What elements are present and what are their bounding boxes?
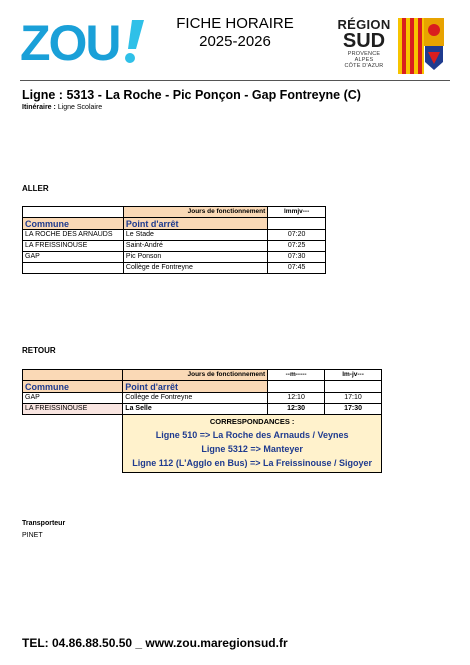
retour-days-header-2: lm-jv--- — [325, 370, 382, 381]
commune-cell: LA FREISSINOUSE — [23, 241, 124, 252]
itinerary — [22, 104, 102, 111]
aller-point-header: Point d'arrêt — [123, 218, 267, 230]
aller-days-header: lmmjv--- — [268, 207, 326, 218]
footer-contact: TEL: 04.86.88.50.50 _ www.zou.maregionsud.fr — [22, 636, 288, 650]
correspondances-box — [123, 415, 382, 473]
correspondance-line-3: Ligne 112 (L'Agglo en Bus) => La Freissinouse / Sigoyer — [132, 458, 372, 468]
time-cell: 07:45 — [268, 263, 326, 274]
table-row — [23, 252, 326, 263]
commune-cell: GAP — [23, 393, 123, 404]
point-cell: Pic Ponson — [123, 252, 267, 263]
aller-label: ALLER — [22, 184, 49, 193]
fiche-title-line1: FICHE HORAIRE — [176, 15, 294, 32]
retour-days-header-1: --m----- — [268, 370, 325, 381]
point-cell: Collège de Fontreyne — [123, 393, 268, 404]
retour-empty-cell-2 — [325, 381, 382, 393]
table-row — [23, 230, 326, 241]
retour-jours-header: Jours de fonctionnement — [123, 370, 268, 381]
table-row — [23, 263, 326, 274]
time-cell: 17:10 — [325, 393, 382, 404]
retour-empty-cell-1 — [268, 381, 325, 393]
region-sud-logo — [332, 18, 444, 76]
svg-text:ZOU: ZOU — [20, 16, 120, 66]
line-title: Ligne : 5313 - La Roche - Pic Ponçon - Gap Fontreyne (C) — [22, 88, 361, 102]
time-cell: 07:20 — [268, 230, 326, 241]
commune-cell — [23, 263, 124, 274]
region-small-1: PROVENCE — [347, 51, 381, 57]
aller-empty-cell — [268, 218, 326, 230]
retour-table — [22, 369, 382, 473]
table-row — [23, 241, 326, 252]
aller-commune-header: Commune — [23, 218, 124, 230]
corr-spacer — [23, 415, 123, 473]
itinerary-label: Itinéraire : — [22, 104, 56, 111]
time-cell: 12:30 — [268, 404, 325, 415]
region-small-2: ALPES — [354, 57, 374, 63]
retour-empty-header — [23, 370, 123, 381]
point-cell: Saint-André — [123, 241, 267, 252]
correspondance-line-1: Ligne 510 => La Roche des Arnauds / Veynes — [155, 430, 349, 440]
retour-commune-header: Commune — [23, 381, 123, 393]
time-cell: 07:25 — [268, 241, 326, 252]
fiche-title-line2: 2025-2026 — [199, 33, 271, 50]
fiche-title — [165, 15, 305, 51]
commune-cell: LA FREISSINOUSE — [23, 404, 123, 415]
transporteur-name: PINET — [22, 532, 43, 539]
region-word: RÉGION — [337, 17, 391, 32]
time-cell: 07:30 — [268, 252, 326, 263]
retour-label: RETOUR — [22, 346, 56, 355]
point-cell: La Selle — [123, 404, 268, 415]
correspondances-title: CORRESPONDANCES : — [209, 417, 295, 426]
sud-word: SUD — [342, 30, 386, 52]
transporteur-label: Transporteur — [22, 520, 66, 527]
commune-cell: LA ROCHE DES ARNAUDS — [23, 230, 124, 241]
aller-table — [22, 206, 326, 274]
zou-logo — [20, 16, 152, 66]
itinerary-value: Ligne Scolaire — [57, 104, 103, 111]
table-row — [23, 404, 382, 415]
aller-empty-header — [23, 207, 124, 218]
header-divider — [20, 80, 450, 81]
time-cell: 12:10 — [268, 393, 325, 404]
aller-jours-header: Jours de fonctionnement — [123, 207, 267, 218]
region-flag-icon — [398, 18, 444, 74]
retour-point-header: Point d'arrêt — [123, 381, 268, 393]
table-row — [23, 393, 382, 404]
region-small-3: CÔTE D'AZUR — [344, 63, 384, 69]
correspondance-line-2: Ligne 5312 => Manteyer — [201, 444, 303, 454]
point-cell: Le Stade — [123, 230, 267, 241]
time-cell: 17:30 — [325, 404, 382, 415]
point-cell: Collège de Fontreyne — [123, 263, 267, 274]
commune-cell: GAP — [23, 252, 124, 263]
